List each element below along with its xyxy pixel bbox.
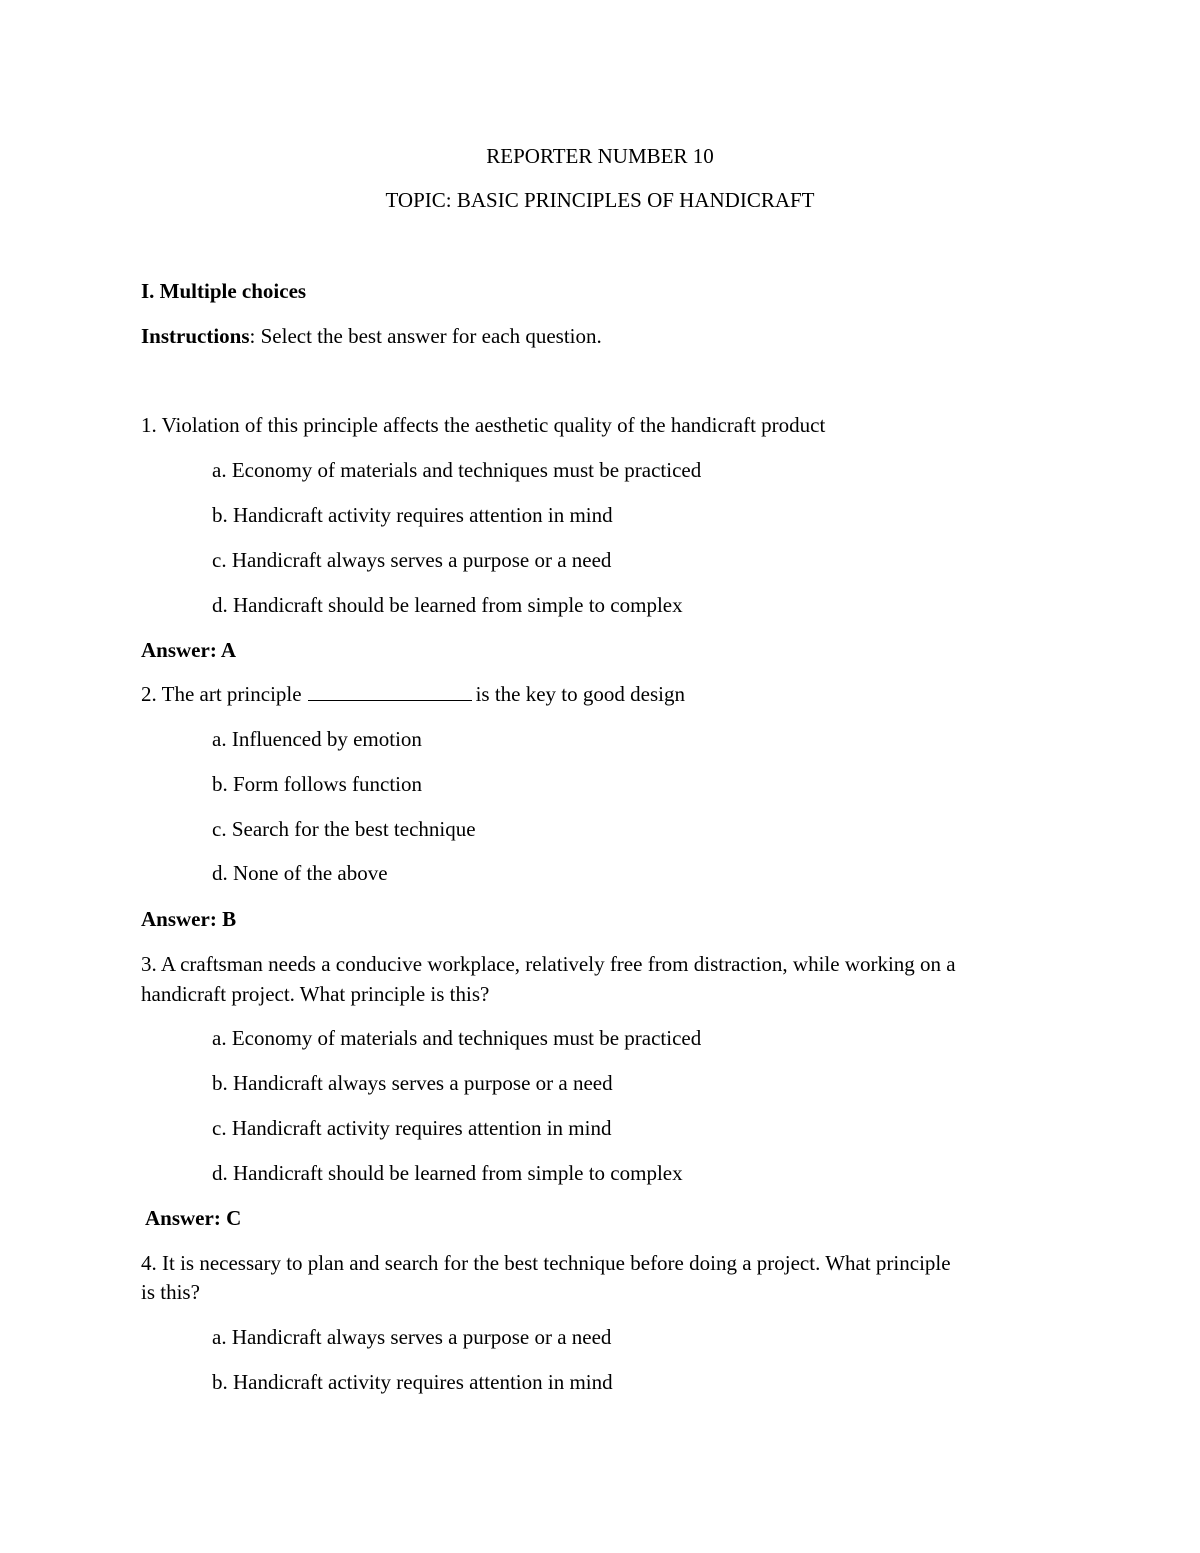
question-2-text-after: is the key to good design [475, 682, 685, 706]
question-2-option-b: b. Form follows function [212, 772, 422, 796]
question-2-option-a: a. Influenced by emotion [212, 727, 422, 751]
question-3-option-d: d. Handicraft should be learned from simple to complex [212, 1161, 683, 1185]
reporter-heading: REPORTER NUMBER 10 [486, 144, 714, 168]
question-1-option-a: a. Economy of materials and techniques must be practiced [212, 458, 702, 482]
question-4-text-line-2: is this? [141, 1280, 200, 1304]
instructions-label: Instructions [141, 324, 250, 348]
question-3-answer: Answer: C [145, 1206, 242, 1230]
question-2-answer: Answer: B [141, 907, 237, 931]
topic-heading: TOPIC: BASIC PRINCIPLES OF HANDICRAFT [385, 188, 815, 212]
instructions-text: : Select the best answer for each question. [249, 324, 602, 348]
question-3-option-c: c. Handicraft activity requires attention in mind [212, 1116, 612, 1140]
question-1-option-c: c. Handicraft always serves a purpose or a need [212, 548, 612, 572]
question-1-option-b: b. Handicraft activity requires attention in mind [212, 503, 613, 527]
question-2-text-before: 2. The art principle [141, 682, 302, 706]
section-title: I. Multiple choices [141, 279, 307, 303]
question-1-answer: Answer: A [141, 638, 237, 662]
question-3-option-a: a. Economy of materials and techniques must be practiced [212, 1026, 702, 1050]
question-3-text-line-1: 3. A craftsman needs a conducive workplace, relatively free from distraction, while working on a [141, 952, 956, 976]
question-4-option-b: b. Handicraft activity requires attention in mind [212, 1370, 613, 1394]
question-4-option-a: a. Handicraft always serves a purpose or a need [212, 1325, 612, 1349]
question-2-option-c: c. Search for the best technique [212, 817, 476, 841]
question-3-option-b: b. Handicraft always serves a purpose or a need [212, 1071, 613, 1095]
question-1-option-d: d. Handicraft should be learned from simple to complex [212, 593, 683, 617]
question-2-option-d: d. None of the above [212, 861, 388, 885]
answer-blank [308, 682, 472, 701]
question-3-text-line-2: handicraft project. What principle is this? [141, 982, 490, 1006]
instructions [141, 324, 602, 349]
question-1-text: 1. Violation of this principle affects the aesthetic quality of the handicraft product [141, 413, 826, 437]
question-2-text [141, 682, 685, 707]
question-4-text-line-1: 4. It is necessary to plan and search for the best technique before doing a project. What principle [141, 1251, 951, 1275]
